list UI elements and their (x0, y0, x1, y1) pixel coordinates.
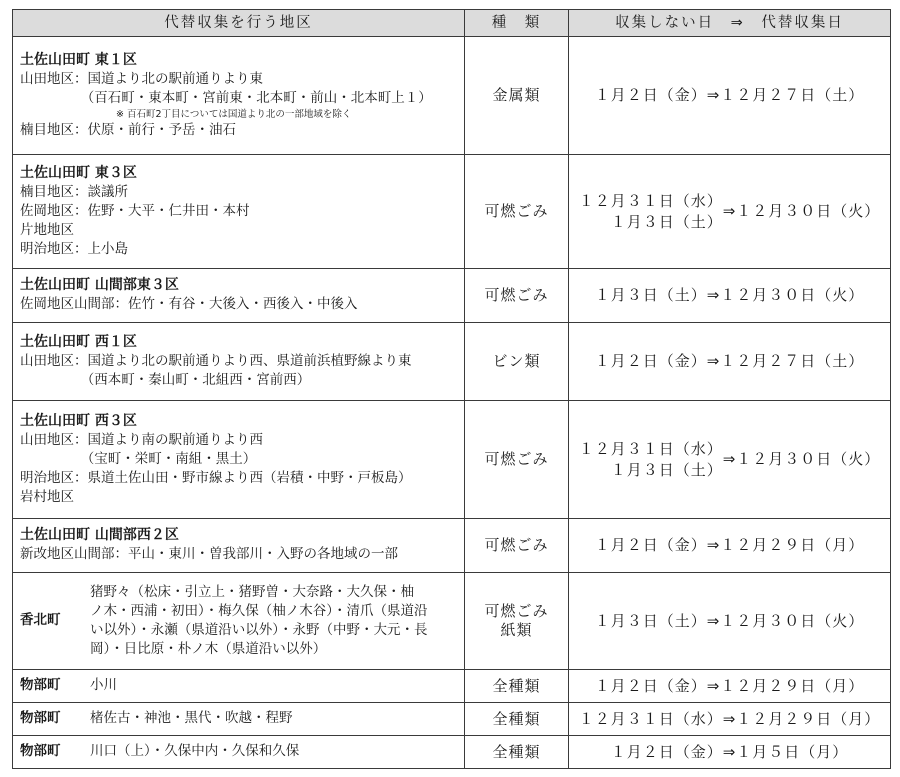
date-cell (569, 155, 891, 269)
district-name: 土佐山田町 東３区 (20, 164, 137, 181)
no-collection-date: １月２日（金） (594, 536, 707, 554)
area-note: ※ 百石町2丁目については国道より北の一部地域を除く (116, 108, 352, 120)
district-name: 土佐山田町 西１区 (20, 333, 137, 350)
header-date: 収集しない日 ⇒ 代替収集日 (569, 10, 891, 37)
no-collection-date: １月３日（土） (594, 611, 707, 630)
date-cell (569, 37, 891, 155)
no-collection-date: １月３日（土） (610, 212, 723, 231)
area-line: （西本町・秦山町・北組西・宮前西） (20, 371, 311, 388)
date-cell (569, 323, 891, 401)
date-cell (569, 703, 891, 736)
area-cell (13, 736, 465, 769)
area-line: 片地地区 (20, 221, 74, 238)
kind-cell: 可燃ごみ (465, 155, 569, 269)
no-collection-dates (579, 439, 723, 481)
table-row (13, 269, 891, 323)
area-line: 楮佐古・神池・黒代・吹越・程野 (90, 710, 293, 726)
kind-cell: 全種類 (465, 670, 569, 703)
alt-collection-date: ⇒１２月２９日（月） (722, 709, 881, 728)
district-name: 土佐山田町 山間部西２区 (20, 527, 179, 543)
kind-label: 紙類 (500, 621, 533, 639)
alt-collection-date: ⇒１２月３０日（火） (722, 202, 881, 220)
table-row (13, 573, 891, 670)
area-line: 岩村地区 (20, 488, 74, 505)
header-kind: 種 類 (465, 10, 569, 37)
area-line: 新改地区山間部：平山・東川・曽我部川・入野の各地域の一部 (20, 546, 398, 562)
alt-collection-date: ⇒１月５日（月） (722, 742, 849, 761)
no-collection-date: １月２日（金） (610, 742, 723, 761)
table-row (13, 155, 891, 269)
date-cell (569, 736, 891, 769)
area-line: 佐岡地区：佐野・大平・仁井田・本村 (20, 202, 250, 219)
kind-cell: 可燃ごみ (465, 519, 569, 573)
no-collection-date: １２月３１日（水） (578, 709, 723, 728)
district-name: 物部町 (20, 677, 61, 693)
header-row (13, 10, 891, 37)
area-line: 山田地区：国道より北の駅前通りより西、県道前浜植野線より東 (20, 352, 412, 369)
district-name: 土佐山田町 東１区 (20, 51, 137, 68)
area-cell (13, 155, 465, 269)
table-row (13, 323, 891, 401)
no-collection-dates (579, 191, 723, 233)
table-row (13, 736, 891, 769)
alt-collection-date: ⇒１２月３０日（火） (706, 611, 865, 630)
district-name: 物部町 (20, 743, 61, 759)
kind-cell: 可燃ごみ (465, 269, 569, 323)
area-line: 小川 (90, 677, 117, 693)
district-name: 土佐山田町 山間部東３区 (20, 277, 179, 293)
alt-collection-date: ⇒１２月２７日（土） (706, 86, 865, 104)
no-collection-date: １２月３１日（水） (578, 439, 723, 458)
area-cell (13, 703, 465, 736)
area-line: い以外）・永瀬（県道沿い以外）・永野（中野・大元・長 (90, 621, 428, 638)
area-cell (13, 670, 465, 703)
date-cell (569, 573, 891, 670)
collection-schedule-table (12, 9, 891, 769)
no-collection-date: １２月３１日（水） (578, 191, 723, 210)
alt-collection-date: ⇒１２月２９日（月） (706, 536, 865, 554)
area-cell (13, 37, 465, 155)
table-row (13, 703, 891, 736)
kind-label: 可燃ごみ (484, 602, 549, 620)
area-line: ノ木・西浦・初田）・梅久保（柚ノ木谷）・清爪（県道沿 (90, 602, 428, 619)
no-collection-date: １月２日（金） (594, 86, 707, 104)
area-line: 川口（上）・久保中内・久保和久保 (90, 743, 300, 759)
area-line: 明治地区：上小島 (20, 240, 128, 257)
table-row (13, 519, 891, 573)
date-cell (569, 401, 891, 519)
district-name: 香北町 (20, 612, 61, 628)
date-cell (569, 519, 891, 573)
no-collection-date: １月２日（金） (594, 352, 707, 370)
table-row (13, 670, 891, 703)
kind-cell: 全種類 (465, 703, 569, 736)
area-cell (13, 269, 465, 323)
no-collection-date: １月３日（土） (594, 286, 707, 304)
area-cell (13, 401, 465, 519)
area-cell (13, 519, 465, 573)
kind-cell: 全種類 (465, 736, 569, 769)
header-area: 代替収集を行う地区 (13, 10, 465, 37)
area-line: 山田地区：国道より北の駅前通りより東 (20, 70, 263, 87)
kind-cell (465, 573, 569, 670)
kind-cell: 金属類 (465, 37, 569, 155)
date-cell (569, 670, 891, 703)
alt-collection-date: ⇒１２月２９日（月） (706, 676, 865, 695)
area-cell (13, 573, 465, 670)
kind-cell: 可燃ごみ (465, 401, 569, 519)
area-line: 楠目地区：伏原・前行・予岳・油石 (20, 121, 236, 138)
district-name: 土佐山田町 西３区 (20, 412, 137, 429)
alt-collection-date: ⇒１２月３０日（火） (722, 450, 881, 468)
table-row (13, 401, 891, 519)
area-line: 佐岡地区山間部：佐竹・有谷・大後入・西後入・中後入 (20, 296, 358, 312)
area-line: 明治地区：県道土佐山田・野市線より西（岩積・中野・戸板島） (20, 469, 412, 486)
district-name: 物部町 (20, 710, 61, 726)
date-cell (569, 269, 891, 323)
area-line: 山田地区：国道より南の駅前通りより西 (20, 431, 263, 448)
area-line: （百石町・東本町・宮前東・北本町・前山・北本町上１） (20, 89, 432, 106)
area-cell (13, 323, 465, 401)
area-line: 岡）・日比原・朴ノ木（県道沿い以外） (90, 640, 327, 657)
alt-collection-date: ⇒１２月３０日（火） (706, 286, 865, 304)
area-line: 楠目地区：談議所 (20, 183, 128, 200)
area-line: （宝町・栄町・南組・黒土） (20, 450, 257, 467)
no-collection-date: １月３日（土） (610, 460, 723, 479)
no-collection-date: １月２日（金） (594, 676, 707, 695)
area-line: 猪野々（松床・引立上・猪野曽・大奈路・大久保・柚 (90, 583, 414, 600)
table-row (13, 37, 891, 155)
kind-cell: ビン類 (465, 323, 569, 401)
alt-collection-date: ⇒１２月２７日（土） (706, 352, 865, 370)
